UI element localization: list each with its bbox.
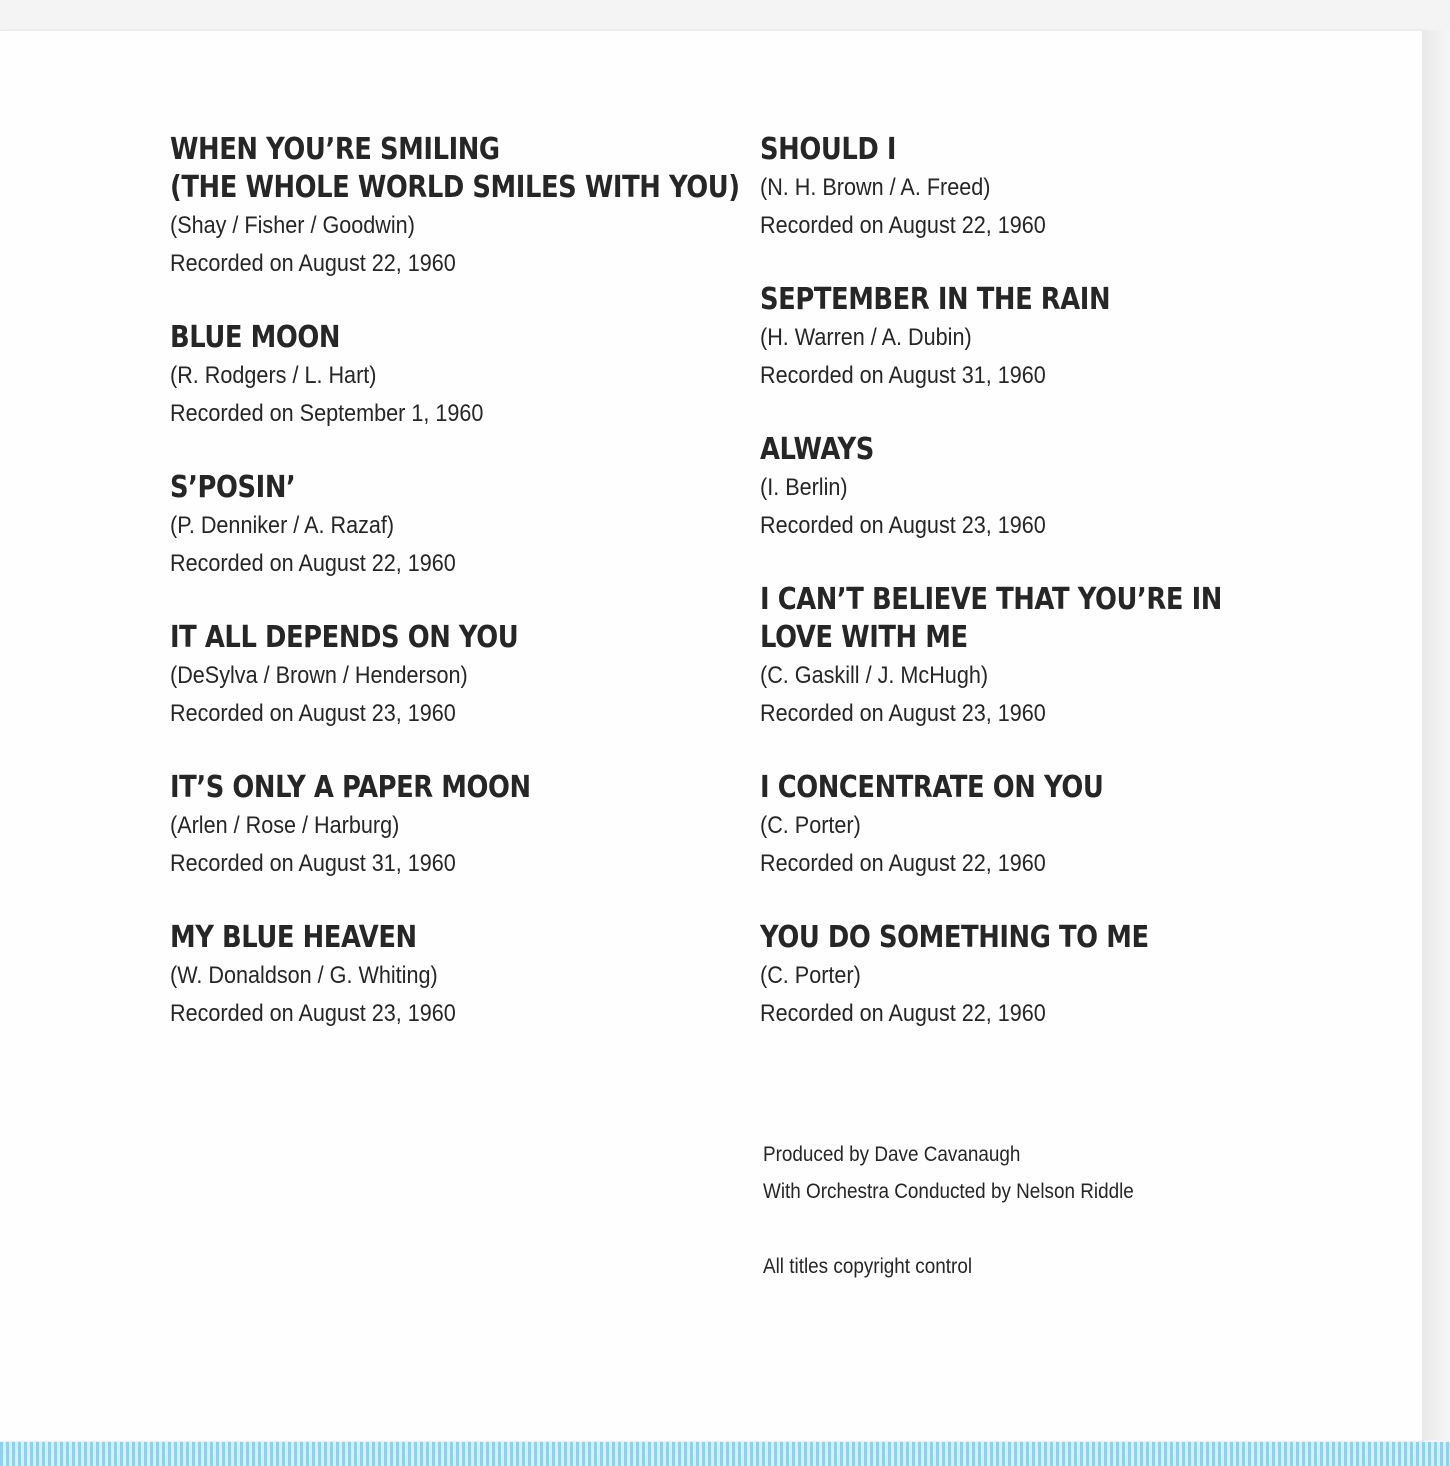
- track-entry: [760, 131, 1320, 245]
- track-writers: (Shay / Fisher / Goodwin): [170, 212, 415, 239]
- track-entry: [170, 319, 750, 433]
- producer-credit: Produced by Dave Cavanaugh: [763, 1143, 1021, 1166]
- track-writers: (R. Rodgers / L. Hart): [170, 362, 377, 389]
- track-entry: [170, 469, 750, 583]
- track-recorded-date: Recorded on August 22, 1960: [170, 550, 456, 577]
- track-writers: (C. Porter): [760, 962, 861, 989]
- track-title: IT’S ONLY A PAPER MOON: [170, 770, 531, 805]
- booklet-page: [0, 30, 1424, 1441]
- track-title: IT ALL DEPENDS ON YOU: [170, 620, 519, 655]
- track-recorded-date: Recorded on August 22, 1960: [760, 212, 1046, 239]
- track-recorded-date: Recorded on September 1, 1960: [170, 400, 484, 427]
- track-title: ALWAYS: [760, 432, 874, 467]
- track-entry: [760, 769, 1320, 883]
- track-title: BLUE MOON: [170, 320, 341, 355]
- track-writers: (Arlen / Rose / Harburg): [170, 812, 400, 839]
- track-recorded-date: Recorded on August 31, 1960: [170, 850, 456, 877]
- page-edge: [1422, 30, 1450, 1440]
- track-title: S’POSIN’: [170, 470, 296, 505]
- track-recorded-date: Recorded on August 23, 1960: [760, 700, 1046, 727]
- track-writers: (C. Gaskill / J. McHugh): [760, 662, 989, 689]
- track-writers: (DeSylva / Brown / Henderson): [170, 662, 468, 689]
- track-writers: (W. Donaldson / G. Whiting): [170, 962, 438, 989]
- track-writers: (I. Berlin): [760, 474, 848, 501]
- track-title: SHOULD I: [760, 132, 897, 167]
- track-entry: [170, 769, 750, 883]
- track-title: SEPTEMBER IN THE RAIN: [760, 282, 1111, 317]
- track-recorded-date: Recorded on August 31, 1960: [760, 362, 1046, 389]
- track-title: I CONCENTRATE ON YOU: [760, 770, 1104, 805]
- track-writers: (P. Denniker / A. Razaf): [170, 512, 395, 539]
- track-entry: [170, 919, 750, 1033]
- track-entry: [170, 619, 750, 733]
- track-recorded-date: Recorded on August 23, 1960: [170, 1000, 456, 1027]
- orchestra-credit: With Orchestra Conducted by Nelson Riddle: [763, 1180, 1134, 1203]
- bottom-stripe: [0, 1442, 1450, 1466]
- track-entry: [760, 581, 1320, 733]
- track-writers: (C. Porter): [760, 812, 861, 839]
- track-recorded-date: Recorded on August 22, 1960: [760, 850, 1046, 877]
- left-track-column: [170, 131, 750, 1069]
- track-entry: [170, 131, 750, 283]
- track-writers: (N. H. Brown / A. Freed): [760, 174, 991, 201]
- track-recorded-date: Recorded on August 23, 1960: [170, 700, 456, 727]
- track-recorded-date: Recorded on August 23, 1960: [760, 512, 1046, 539]
- track-recorded-date: Recorded on August 22, 1960: [170, 250, 456, 277]
- copyright-note: All titles copyright control: [763, 1255, 973, 1278]
- right-track-column: [760, 131, 1320, 1069]
- track-writers: (H. Warren / A. Dubin): [760, 324, 972, 351]
- track-title: I CAN’T BELIEVE THAT YOU’RE IN LOVE WITH ME: [760, 582, 1222, 655]
- track-entry: [760, 919, 1320, 1033]
- track-recorded-date: Recorded on August 22, 1960: [760, 1000, 1046, 1027]
- album-credits: [763, 1136, 1175, 1285]
- track-title: MY BLUE HEAVEN: [170, 920, 417, 955]
- track-entry: [760, 281, 1320, 395]
- track-title: YOU DO SOMETHING TO ME: [760, 920, 1149, 955]
- track-title: WHEN YOU’RE SMILING (THE WHOLE WORLD SMILES WITH YOU): [170, 132, 740, 205]
- track-entry: [760, 431, 1320, 545]
